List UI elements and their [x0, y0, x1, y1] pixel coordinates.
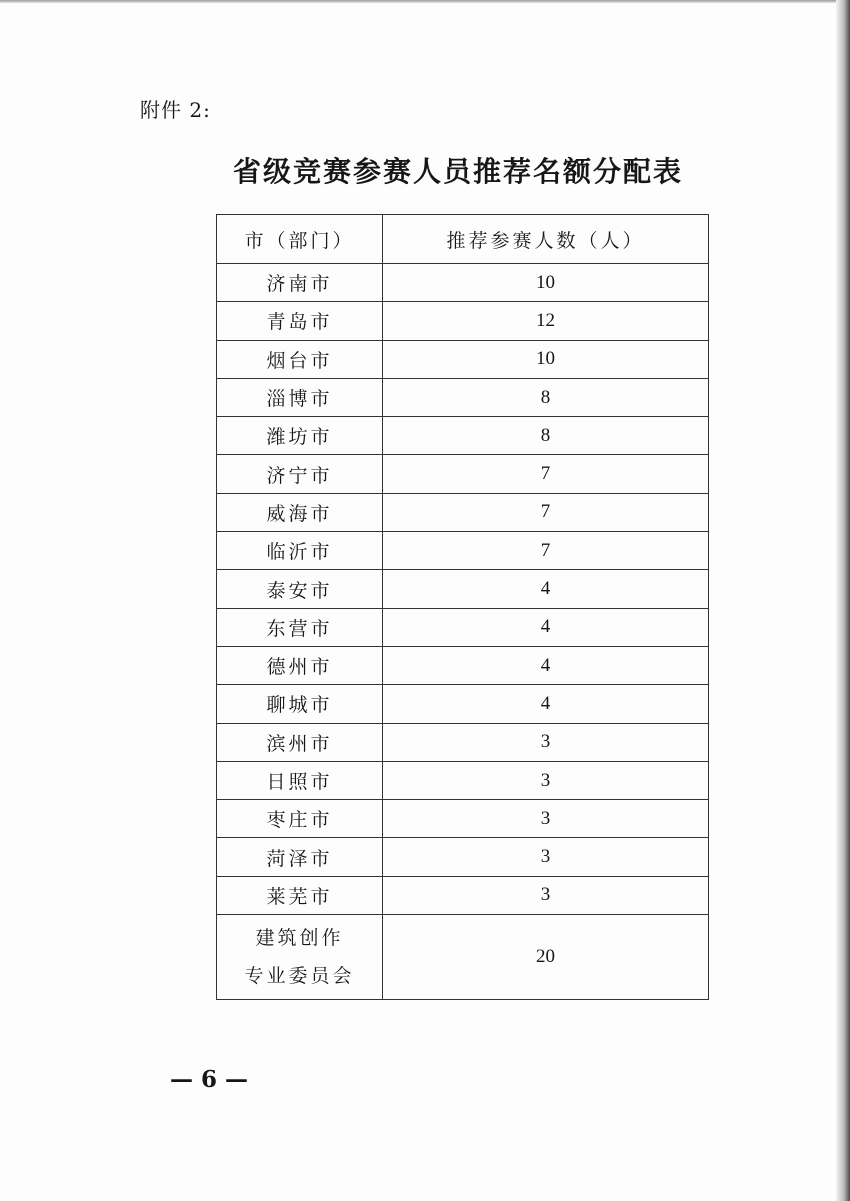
table-row: [217, 264, 709, 302]
unit-name-cell: 枣庄市: [217, 800, 383, 838]
participant-count-cell: 7: [383, 455, 709, 493]
participant-count-cell: 3: [383, 800, 709, 838]
participant-count-cell: 4: [383, 646, 709, 684]
participant-count-cell: 4: [383, 685, 709, 723]
unit-name-cell: 德州市: [217, 646, 383, 684]
table-header-row: [217, 215, 709, 264]
scan-top-edge: [0, 0, 850, 3]
column-header-unit: 市（部门）: [217, 215, 383, 264]
unit-name-cell: 泰安市: [217, 570, 383, 608]
unit-name-cell: 聊城市: [217, 685, 383, 723]
participant-count-cell: 8: [383, 378, 709, 416]
committee-name-line2: 专业委员会: [244, 965, 355, 988]
table-row: [217, 608, 709, 646]
table-body: [217, 264, 709, 1000]
table-row: [217, 340, 709, 378]
table-row: [217, 455, 709, 493]
participant-count-cell: 4: [383, 608, 709, 646]
table-row: [217, 761, 709, 799]
table-row-committee: [217, 915, 709, 1000]
committee-name-line1: 建筑创作: [255, 927, 344, 950]
unit-name-cell: 潍坊市: [217, 417, 383, 455]
committee-count: 20: [383, 915, 709, 1000]
table-row: [217, 723, 709, 761]
unit-name-cell: 青岛市: [217, 302, 383, 340]
participant-count-cell: 3: [383, 876, 709, 914]
committee-cell: [217, 915, 383, 1000]
unit-name-cell: 济南市: [217, 264, 383, 302]
unit-name-cell: 滨州市: [217, 723, 383, 761]
allocation-table: [216, 214, 709, 1000]
participant-count-cell: 10: [383, 264, 709, 302]
page-number: — 6 —: [170, 1066, 249, 1093]
table-row: [217, 646, 709, 684]
table-row: [217, 302, 709, 340]
table-row: [217, 378, 709, 416]
table-row: [217, 800, 709, 838]
scan-right-edge: [836, 0, 850, 1201]
unit-name-cell: 东营市: [217, 608, 383, 646]
table-row: [217, 417, 709, 455]
unit-name-cell: 威海市: [217, 493, 383, 531]
table-row: [217, 570, 709, 608]
table-row: [217, 532, 709, 570]
unit-name-cell: 临沂市: [217, 532, 383, 570]
participant-count-cell: 4: [383, 570, 709, 608]
table-row: [217, 493, 709, 531]
column-header-count: 推荐参赛人数（人）: [383, 215, 709, 264]
participant-count-cell: 7: [383, 532, 709, 570]
unit-name-cell: 烟台市: [217, 340, 383, 378]
unit-name-cell: 菏泽市: [217, 838, 383, 876]
participant-count-cell: 10: [383, 340, 709, 378]
participant-count-cell: 3: [383, 838, 709, 876]
table-row: [217, 838, 709, 876]
table-row: [217, 685, 709, 723]
participant-count-cell: 3: [383, 761, 709, 799]
table-row: [217, 876, 709, 914]
page-title: 省级竞赛参赛人员推荐名额分配表: [233, 155, 684, 188]
participant-count-cell: 3: [383, 723, 709, 761]
unit-name-cell: 济宁市: [217, 455, 383, 493]
attachment-label: 附件 2:: [140, 98, 211, 122]
unit-name-cell: 莱芜市: [217, 876, 383, 914]
participant-count-cell: 7: [383, 493, 709, 531]
participant-count-cell: 12: [383, 302, 709, 340]
unit-name-cell: 淄博市: [217, 378, 383, 416]
unit-name-cell: 日照市: [217, 761, 383, 799]
participant-count-cell: 8: [383, 417, 709, 455]
